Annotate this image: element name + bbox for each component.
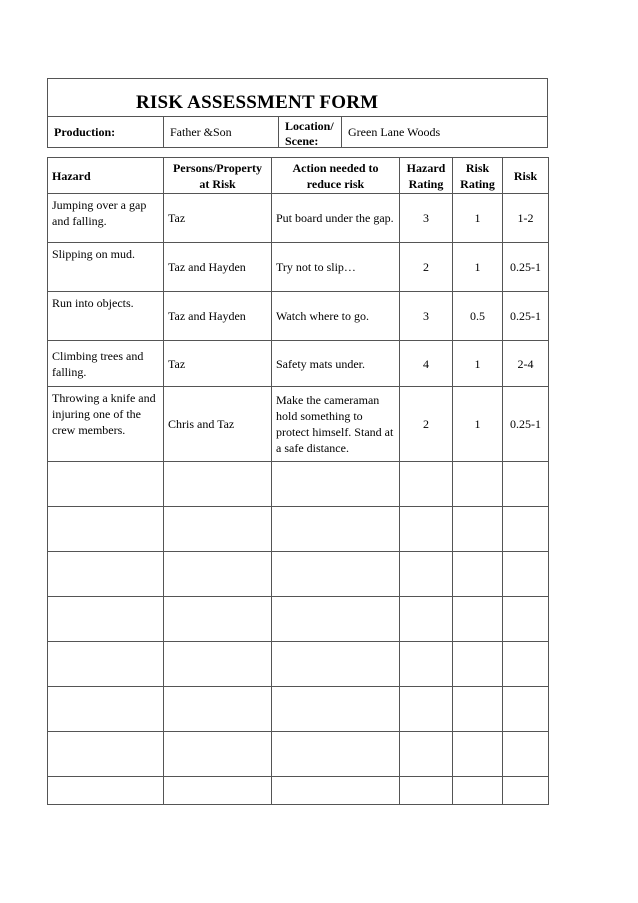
- empty-cell[interactable]: [453, 597, 503, 642]
- cell-risk-rating: 1: [453, 341, 503, 387]
- empty-cell[interactable]: [400, 507, 453, 552]
- empty-cell[interactable]: [48, 777, 164, 805]
- empty-cell[interactable]: [272, 552, 400, 597]
- empty-cell[interactable]: [48, 597, 164, 642]
- cell-hazard: Slipping on mud.: [48, 243, 164, 292]
- table-row: [48, 194, 549, 243]
- location-label: Location/ Scene:: [285, 119, 334, 148]
- empty-cell[interactable]: [164, 732, 272, 777]
- empty-cell[interactable]: [453, 462, 503, 507]
- empty-cell[interactable]: [272, 732, 400, 777]
- empty-cell[interactable]: [503, 597, 549, 642]
- cell-hazard-rating: 2: [400, 387, 453, 462]
- risk-table: [47, 157, 549, 805]
- cell-risk: 2-4: [503, 341, 549, 387]
- table-row-empty: [48, 687, 549, 732]
- cell-hazard-rating: 3: [400, 292, 453, 341]
- empty-cell[interactable]: [48, 552, 164, 597]
- empty-cell[interactable]: [503, 642, 549, 687]
- table-header-row: [48, 158, 549, 194]
- empty-cell[interactable]: [48, 642, 164, 687]
- col-header-persons: Persons/Property at Risk: [164, 158, 272, 194]
- form-header: [47, 78, 548, 148]
- col-header-risk: Risk: [503, 158, 549, 194]
- cell-risk-rating: 1: [453, 243, 503, 292]
- empty-cell[interactable]: [48, 507, 164, 552]
- table-row: [48, 387, 549, 462]
- cell-hazard: Climbing trees and falling.: [48, 341, 164, 387]
- empty-cell[interactable]: [400, 552, 453, 597]
- empty-cell[interactable]: [272, 777, 400, 805]
- empty-cell[interactable]: [48, 732, 164, 777]
- cell-hazard: Run into objects.: [48, 292, 164, 341]
- cell-hazard: Jumping over a gap and falling.: [48, 194, 164, 243]
- empty-cell[interactable]: [48, 687, 164, 732]
- cell-risk-rating: 0.5: [453, 292, 503, 341]
- cell-action: Put board under the gap.: [272, 194, 400, 243]
- empty-cell[interactable]: [400, 462, 453, 507]
- table-row-empty: [48, 777, 549, 805]
- col-header-action: Action needed to reduce risk: [272, 158, 400, 194]
- cell-action: Try not to slip…: [272, 243, 400, 292]
- cell-risk: 1-2: [503, 194, 549, 243]
- empty-cell[interactable]: [453, 732, 503, 777]
- empty-cell[interactable]: [503, 552, 549, 597]
- empty-cell[interactable]: [400, 597, 453, 642]
- col-header-hazard-rating: Hazard Rating: [400, 158, 453, 194]
- empty-cell[interactable]: [453, 777, 503, 805]
- cell-risk: 0.25-1: [503, 387, 549, 462]
- table-row-empty: [48, 552, 549, 597]
- empty-cell[interactable]: [400, 642, 453, 687]
- cell-persons: Chris and Taz: [164, 387, 272, 462]
- table-row: [48, 243, 549, 292]
- empty-cell[interactable]: [164, 597, 272, 642]
- cell-persons: Taz: [164, 341, 272, 387]
- empty-cell[interactable]: [503, 507, 549, 552]
- cell-risk-rating: 1: [453, 194, 503, 243]
- empty-cell[interactable]: [400, 777, 453, 805]
- cell-hazard-rating: 2: [400, 243, 453, 292]
- cell-persons: Taz: [164, 194, 272, 243]
- empty-cell[interactable]: [453, 687, 503, 732]
- empty-cell[interactable]: [272, 507, 400, 552]
- empty-cell[interactable]: [400, 732, 453, 777]
- table-row-empty: [48, 507, 549, 552]
- cell-hazard-rating: 3: [400, 194, 453, 243]
- empty-cell[interactable]: [164, 462, 272, 507]
- production-value: Father &Son: [170, 125, 232, 139]
- cell-persons: Taz and Hayden: [164, 243, 272, 292]
- empty-cell[interactable]: [48, 462, 164, 507]
- table-row-empty: [48, 462, 549, 507]
- cell-hazard-rating: 4: [400, 341, 453, 387]
- cell-action: Make the cameraman hold something to protect himself. Stand at a safe distance.: [272, 387, 400, 462]
- table-row: [48, 341, 549, 387]
- empty-cell[interactable]: [453, 507, 503, 552]
- header-divider-v3: [341, 116, 342, 147]
- empty-cell[interactable]: [272, 462, 400, 507]
- production-label: Production:: [54, 125, 116, 139]
- cell-risk-rating: 1: [453, 387, 503, 462]
- empty-cell[interactable]: [453, 642, 503, 687]
- empty-cell[interactable]: [164, 552, 272, 597]
- empty-cell[interactable]: [164, 642, 272, 687]
- cell-risk: 0.25-1: [503, 292, 549, 341]
- col-header-risk-rating: Risk Rating: [453, 158, 503, 194]
- cell-persons: Taz and Hayden: [164, 292, 272, 341]
- empty-cell[interactable]: [503, 462, 549, 507]
- empty-cell[interactable]: [400, 687, 453, 732]
- empty-cell[interactable]: [164, 687, 272, 732]
- cell-hazard: Throwing a knife and injuring one of the crew members.: [48, 387, 164, 462]
- table-row-empty: [48, 642, 549, 687]
- cell-risk: 0.25-1: [503, 243, 549, 292]
- table-row: [48, 292, 549, 341]
- empty-cell[interactable]: [272, 597, 400, 642]
- cell-action: Safety mats under.: [272, 341, 400, 387]
- empty-cell[interactable]: [503, 732, 549, 777]
- empty-cell[interactable]: [164, 777, 272, 805]
- col-header-hazard: Hazard: [48, 158, 164, 194]
- cell-action: Watch where to go.: [272, 292, 400, 341]
- empty-cell[interactable]: [503, 777, 549, 805]
- location-value: Green Lane Woods: [348, 125, 441, 139]
- empty-cell[interactable]: [503, 687, 549, 732]
- empty-cell[interactable]: [272, 642, 400, 687]
- empty-cell[interactable]: [272, 687, 400, 732]
- header-divider-v2: [278, 116, 279, 147]
- header-divider-v1: [163, 116, 164, 147]
- empty-cell[interactable]: [164, 507, 272, 552]
- table-row-empty: [48, 732, 549, 777]
- table-row-empty: [48, 597, 549, 642]
- empty-cell[interactable]: [453, 552, 503, 597]
- header-divider: [48, 116, 547, 117]
- form-title: RISK ASSESSMENT FORM: [136, 92, 379, 113]
